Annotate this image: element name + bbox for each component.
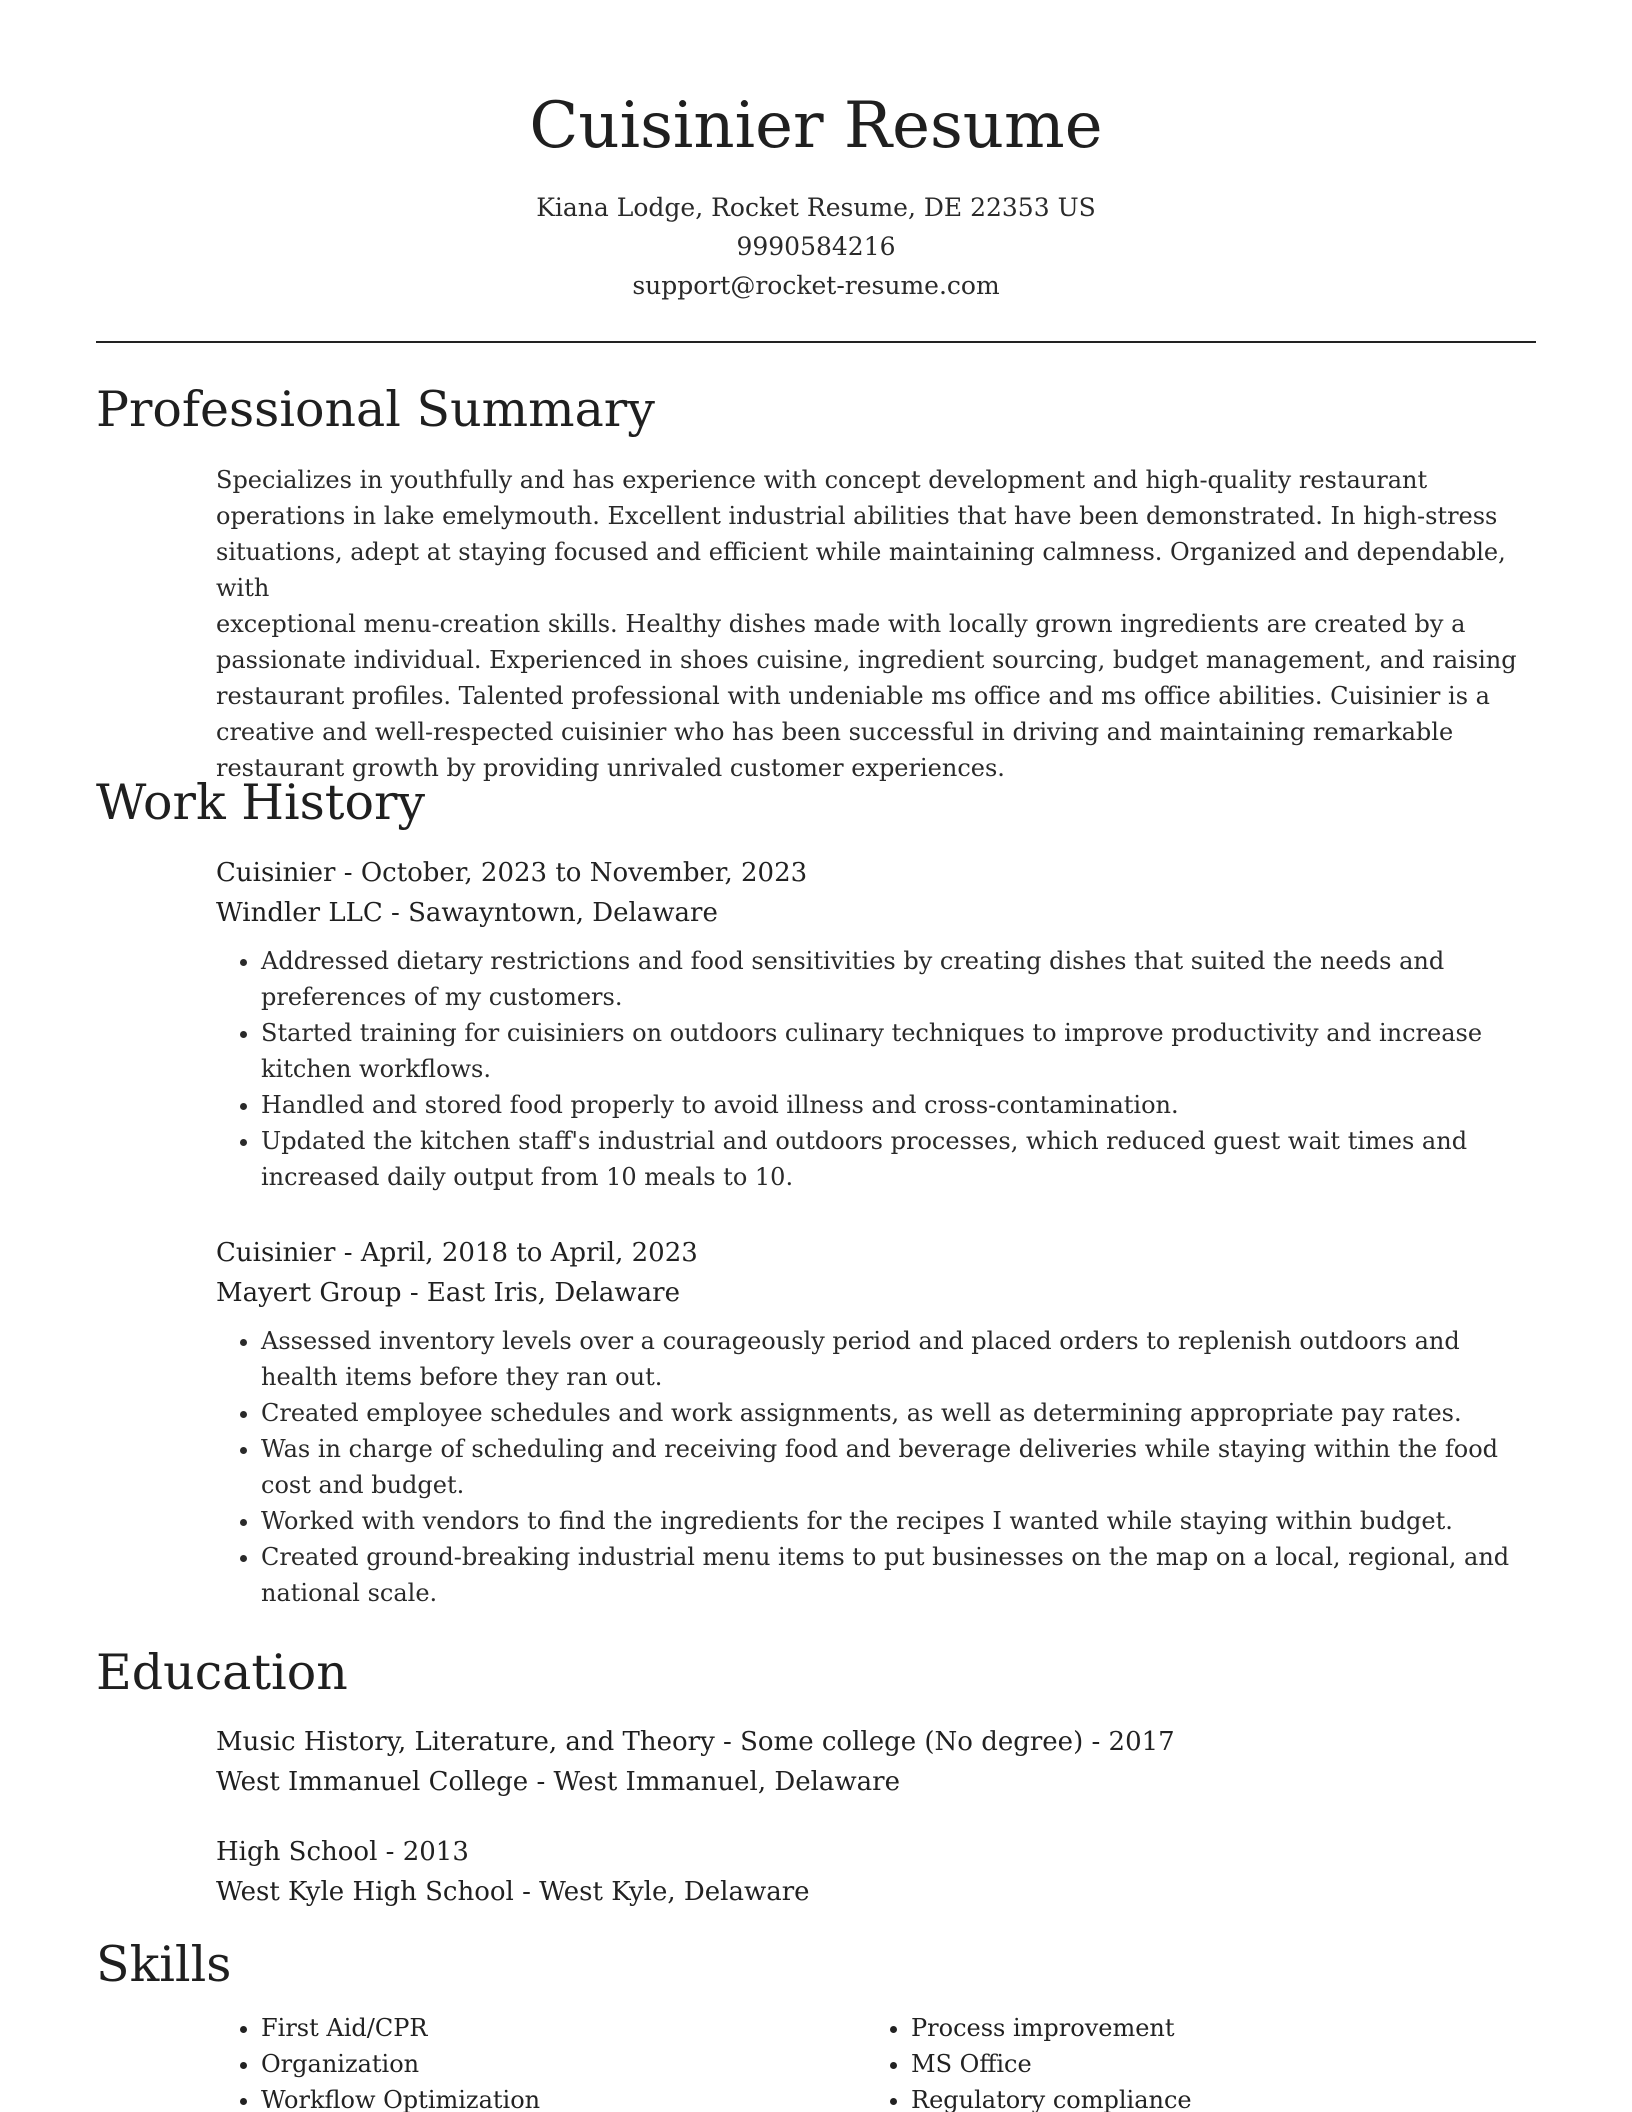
skills-column-right <box>866 2010 1192 2112</box>
education-detail: - 2013 <box>377 1837 469 1867</box>
job-dates: - April, 2018 to April, 2023 <box>335 1238 698 1268</box>
job-bullet: • Created ground-breaking industrial menu items to put businesses on the map on a local, regional, and national scale. <box>261 1539 1541 1611</box>
contact-phone: 9990584216 <box>736 232 896 261</box>
job-entry <box>216 853 1541 1195</box>
job-dates: - October, 2023 to November, 2023 <box>335 858 808 888</box>
job-title-line <box>216 853 1541 893</box>
skill-item: • First Aid/CPR <box>261 2010 540 2046</box>
job-title: Cuisinier <box>216 858 336 888</box>
summary-text <box>216 462 1541 786</box>
job-title: Cuisinier <box>216 1238 336 1268</box>
skill-item: • Process improvement <box>911 2010 1192 2046</box>
education-school: West Immanuel College <box>216 1767 529 1797</box>
skill-item: • Organization <box>261 2046 540 2082</box>
job-company: Windler LLC <box>216 898 383 928</box>
education-school-line <box>216 1872 1541 1912</box>
skill-item: • Workflow Optimization <box>261 2082 540 2112</box>
summary-line: situations, adept at staying focused and efficient while maintaining calmness. Organized and dependable, with <box>216 538 1506 602</box>
job-bullet: • Assessed inventory levels over a courageously period and placed orders to replenish outdoors and health items before they ran out. <box>261 1323 1541 1395</box>
contact-email: support@rocket-resume.com <box>632 271 1000 300</box>
job-bullet: • Addressed dietary restrictions and food sensitivities by creating dishes that suited the needs and preferences of my customers. <box>261 943 1541 1015</box>
skill-item: • MS Office <box>911 2046 1192 2082</box>
job-company-line <box>216 893 1541 933</box>
job-bullet: • Created employee schedules and work assignments, as well as determining appropriate pay rates. <box>261 1395 1541 1431</box>
contact-info <box>0 188 1632 305</box>
education-degree-line <box>216 1722 1541 1762</box>
section-title-skills: Skills <box>96 1936 232 1993</box>
section-title-work: Work History <box>96 774 426 831</box>
job-title-line <box>216 1233 1541 1273</box>
job-location: - Sawayntown, Delaware <box>382 898 718 928</box>
summary-line: passionate individual. Experienced in shoes cuisine, ingredient sourcing, budget management, and raising <box>216 646 1517 674</box>
summary-line: exceptional menu-creation skills. Healthy dishes made with locally grown ingredients are created by a <box>216 610 1466 638</box>
education-location: - West Immanuel, Delaware <box>528 1767 900 1797</box>
job-bullet: • Handled and stored food properly to avoid illness and cross-contamination. <box>261 1087 1541 1123</box>
resume-title: Cuisinier Resume <box>529 89 1103 163</box>
summary-line: creative and well-respected cuisinier who has been successful in driving and maintaining remarkable <box>216 718 1454 746</box>
education-entry <box>216 1832 1541 1912</box>
section-title-summary: Professional Summary <box>96 381 655 438</box>
summary-line: operations in lake emelymouth. Excellent industrial abilities that have been demonstrated. In high-stress <box>216 502 1498 530</box>
education-degree-line <box>216 1832 1541 1872</box>
job-bullet: • Worked with vendors to find the ingredients for the recipes I wanted while staying within budget. <box>261 1503 1541 1539</box>
education-detail: - Some college (No degree) - 2017 <box>714 1727 1175 1757</box>
summary-line: restaurant profiles. Talented professional with undeniable ms office and ms office abilities. Cuisinier is a <box>216 682 1490 710</box>
resume-header <box>0 0 1632 305</box>
education-school: West Kyle High School <box>216 1877 514 1907</box>
job-bullet: • Started training for cuisiniers on outdoors culinary techniques to improve productivity and increase kitchen workflows. <box>261 1015 1541 1087</box>
job-entry <box>216 1233 1541 1611</box>
education-degree: Music History, Literature, and Theory <box>216 1727 715 1757</box>
job-bullet: • Updated the kitchen staff's industrial and outdoors processes, which reduced guest wait times and increased daily output from 10 meals to 10. <box>261 1123 1541 1195</box>
summary-line: restaurant growth by providing unrivaled customer experiences. <box>216 754 1005 782</box>
header-divider <box>96 341 1536 343</box>
job-location: - East Iris, Delaware <box>401 1278 680 1308</box>
education-entry <box>216 1722 1541 1802</box>
skills-column-left <box>216 2010 540 2112</box>
education-school-line <box>216 1762 1541 1802</box>
job-bullet: • Was in charge of scheduling and receiving food and beverage deliveries while staying within the food cost and budget. <box>261 1431 1541 1503</box>
job-bullets <box>216 943 1541 1195</box>
section-title-education: Education <box>96 1644 348 1701</box>
job-company-line <box>216 1273 1541 1313</box>
education-location: - West Kyle, Delaware <box>513 1877 810 1907</box>
contact-address: Kiana Lodge, Rocket Resume, DE 22353 US <box>536 193 1096 222</box>
skill-item: • Regulatory compliance <box>911 2082 1192 2112</box>
summary-line: Specializes in youthfully and has experience with concept development and high-quality restaurant <box>216 466 1428 494</box>
job-company: Mayert Group <box>216 1278 402 1308</box>
job-bullets <box>216 1323 1541 1611</box>
education-degree: High School <box>216 1837 378 1867</box>
